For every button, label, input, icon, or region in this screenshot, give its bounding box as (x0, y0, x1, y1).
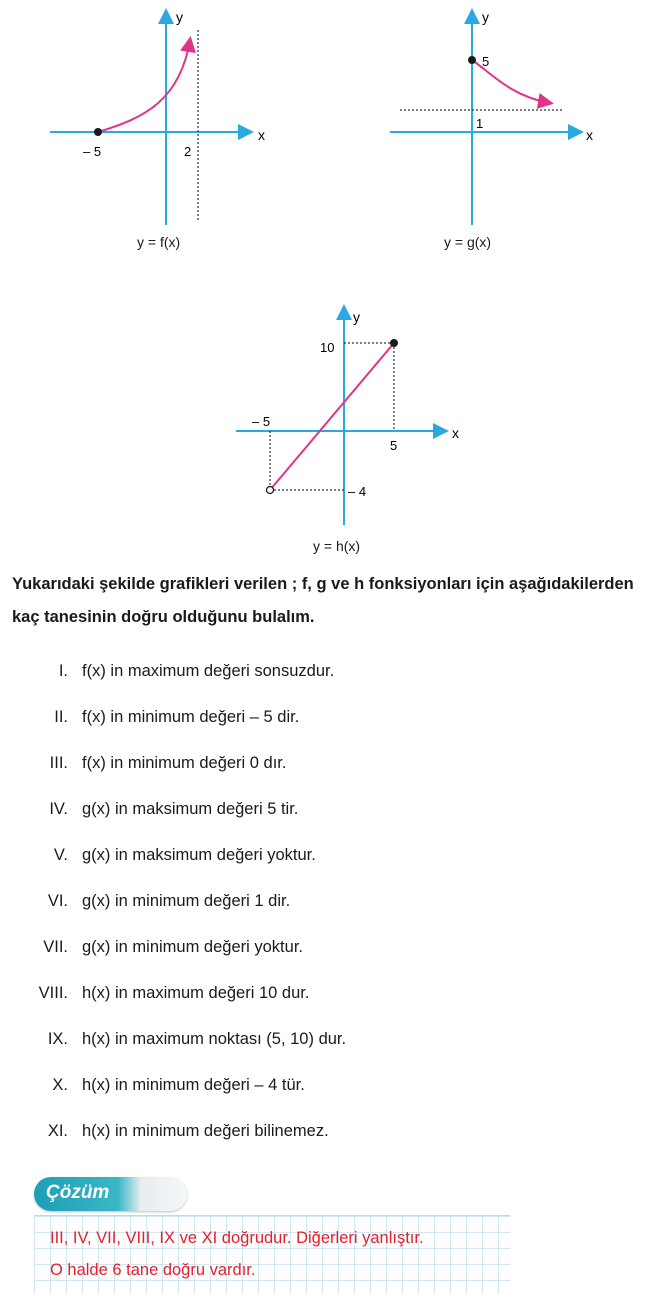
statement-numeral: VI. (47, 892, 68, 910)
h-x-label: x (452, 425, 459, 441)
h-tick-neg5: – 5 (252, 414, 271, 429)
solution-box (34, 1215, 510, 1294)
statement-numeral: VII. (43, 938, 68, 956)
statement-numeral: XI. (47, 1122, 68, 1140)
f-y-label: y (176, 9, 183, 25)
g-y-label: y (482, 9, 489, 25)
g-x-label: x (586, 127, 593, 143)
g-startpoint (468, 56, 476, 64)
graph-h (230, 300, 480, 530)
statement-numeral: II. (54, 708, 68, 726)
statement-numeral: III. (49, 754, 68, 772)
g-tick-1: 1 (476, 116, 484, 131)
f-tick-2: 2 (184, 144, 192, 159)
h-line (270, 343, 394, 490)
statement-numeral: V. (53, 846, 68, 864)
statement-numeral: X. (52, 1076, 68, 1094)
h-closed-point (390, 339, 398, 347)
h-tick-neg4: – 4 (348, 484, 367, 499)
f-curve (98, 40, 190, 132)
g-tick-5: 5 (482, 54, 490, 69)
statement-text: h(x) in minimum değeri bilinemez. (82, 1122, 329, 1140)
statement-text: g(x) in minimum değeri yoktur. (82, 938, 303, 956)
statement-text: h(x) in maximum noktası (5, 10) dur. (82, 1030, 347, 1048)
statement-text: h(x) in minimum değeri – 4 tür. (82, 1076, 305, 1094)
statement-numeral: VIII. (38, 984, 68, 1002)
solution-tag (34, 1177, 187, 1211)
f-endpoint (94, 128, 102, 136)
statement-text: g(x) in minimum değeri 1 dir. (82, 892, 291, 910)
statement-text: f(x) in maximum değeri sonsuzdur. (82, 662, 335, 680)
statement-text: f(x) in minimum değeri – 5 dir. (82, 708, 300, 726)
statement-text: g(x) in maksimum değeri 5 tir. (82, 800, 299, 818)
question-text: Yukarıdaki şekilde grafikleri verilen ; f, g ve h fonksiyonları için aşağıdakilerden kaç tanesinin doğru olduğunu bulalım. (12, 575, 634, 626)
g-caption: y = g(x) (444, 234, 492, 250)
statement-numeral: I. (58, 662, 68, 680)
h-tick-10: 10 (320, 340, 335, 355)
statement-numeral: IV. (49, 800, 68, 818)
graph-g (380, 0, 620, 230)
solution-line-2: O halde 6 tane doğru vardır. (50, 1261, 256, 1279)
h-caption: y = h(x) (313, 538, 361, 554)
h-open-point (267, 487, 274, 494)
statement-text: h(x) in maximum değeri 10 dur. (82, 984, 310, 1002)
solution-line-1: III, IV, VII, VIII, IX ve XI doğrudur. Diğerleri yanlıştır. (50, 1229, 424, 1247)
h-tick-5: 5 (390, 438, 398, 453)
f-x-label: x (258, 127, 265, 143)
solution-label: Çözüm (46, 1182, 110, 1203)
statement-text: f(x) in minimum değeri 0 dır. (82, 754, 287, 772)
statement-text: g(x) in maksimum değeri yoktur. (82, 846, 316, 864)
graph-f (40, 0, 280, 230)
f-tick-neg5: – 5 (83, 144, 102, 159)
f-caption: y = f(x) (137, 234, 181, 250)
h-y-label: y (353, 309, 360, 325)
statement-numeral: IX. (47, 1030, 68, 1048)
